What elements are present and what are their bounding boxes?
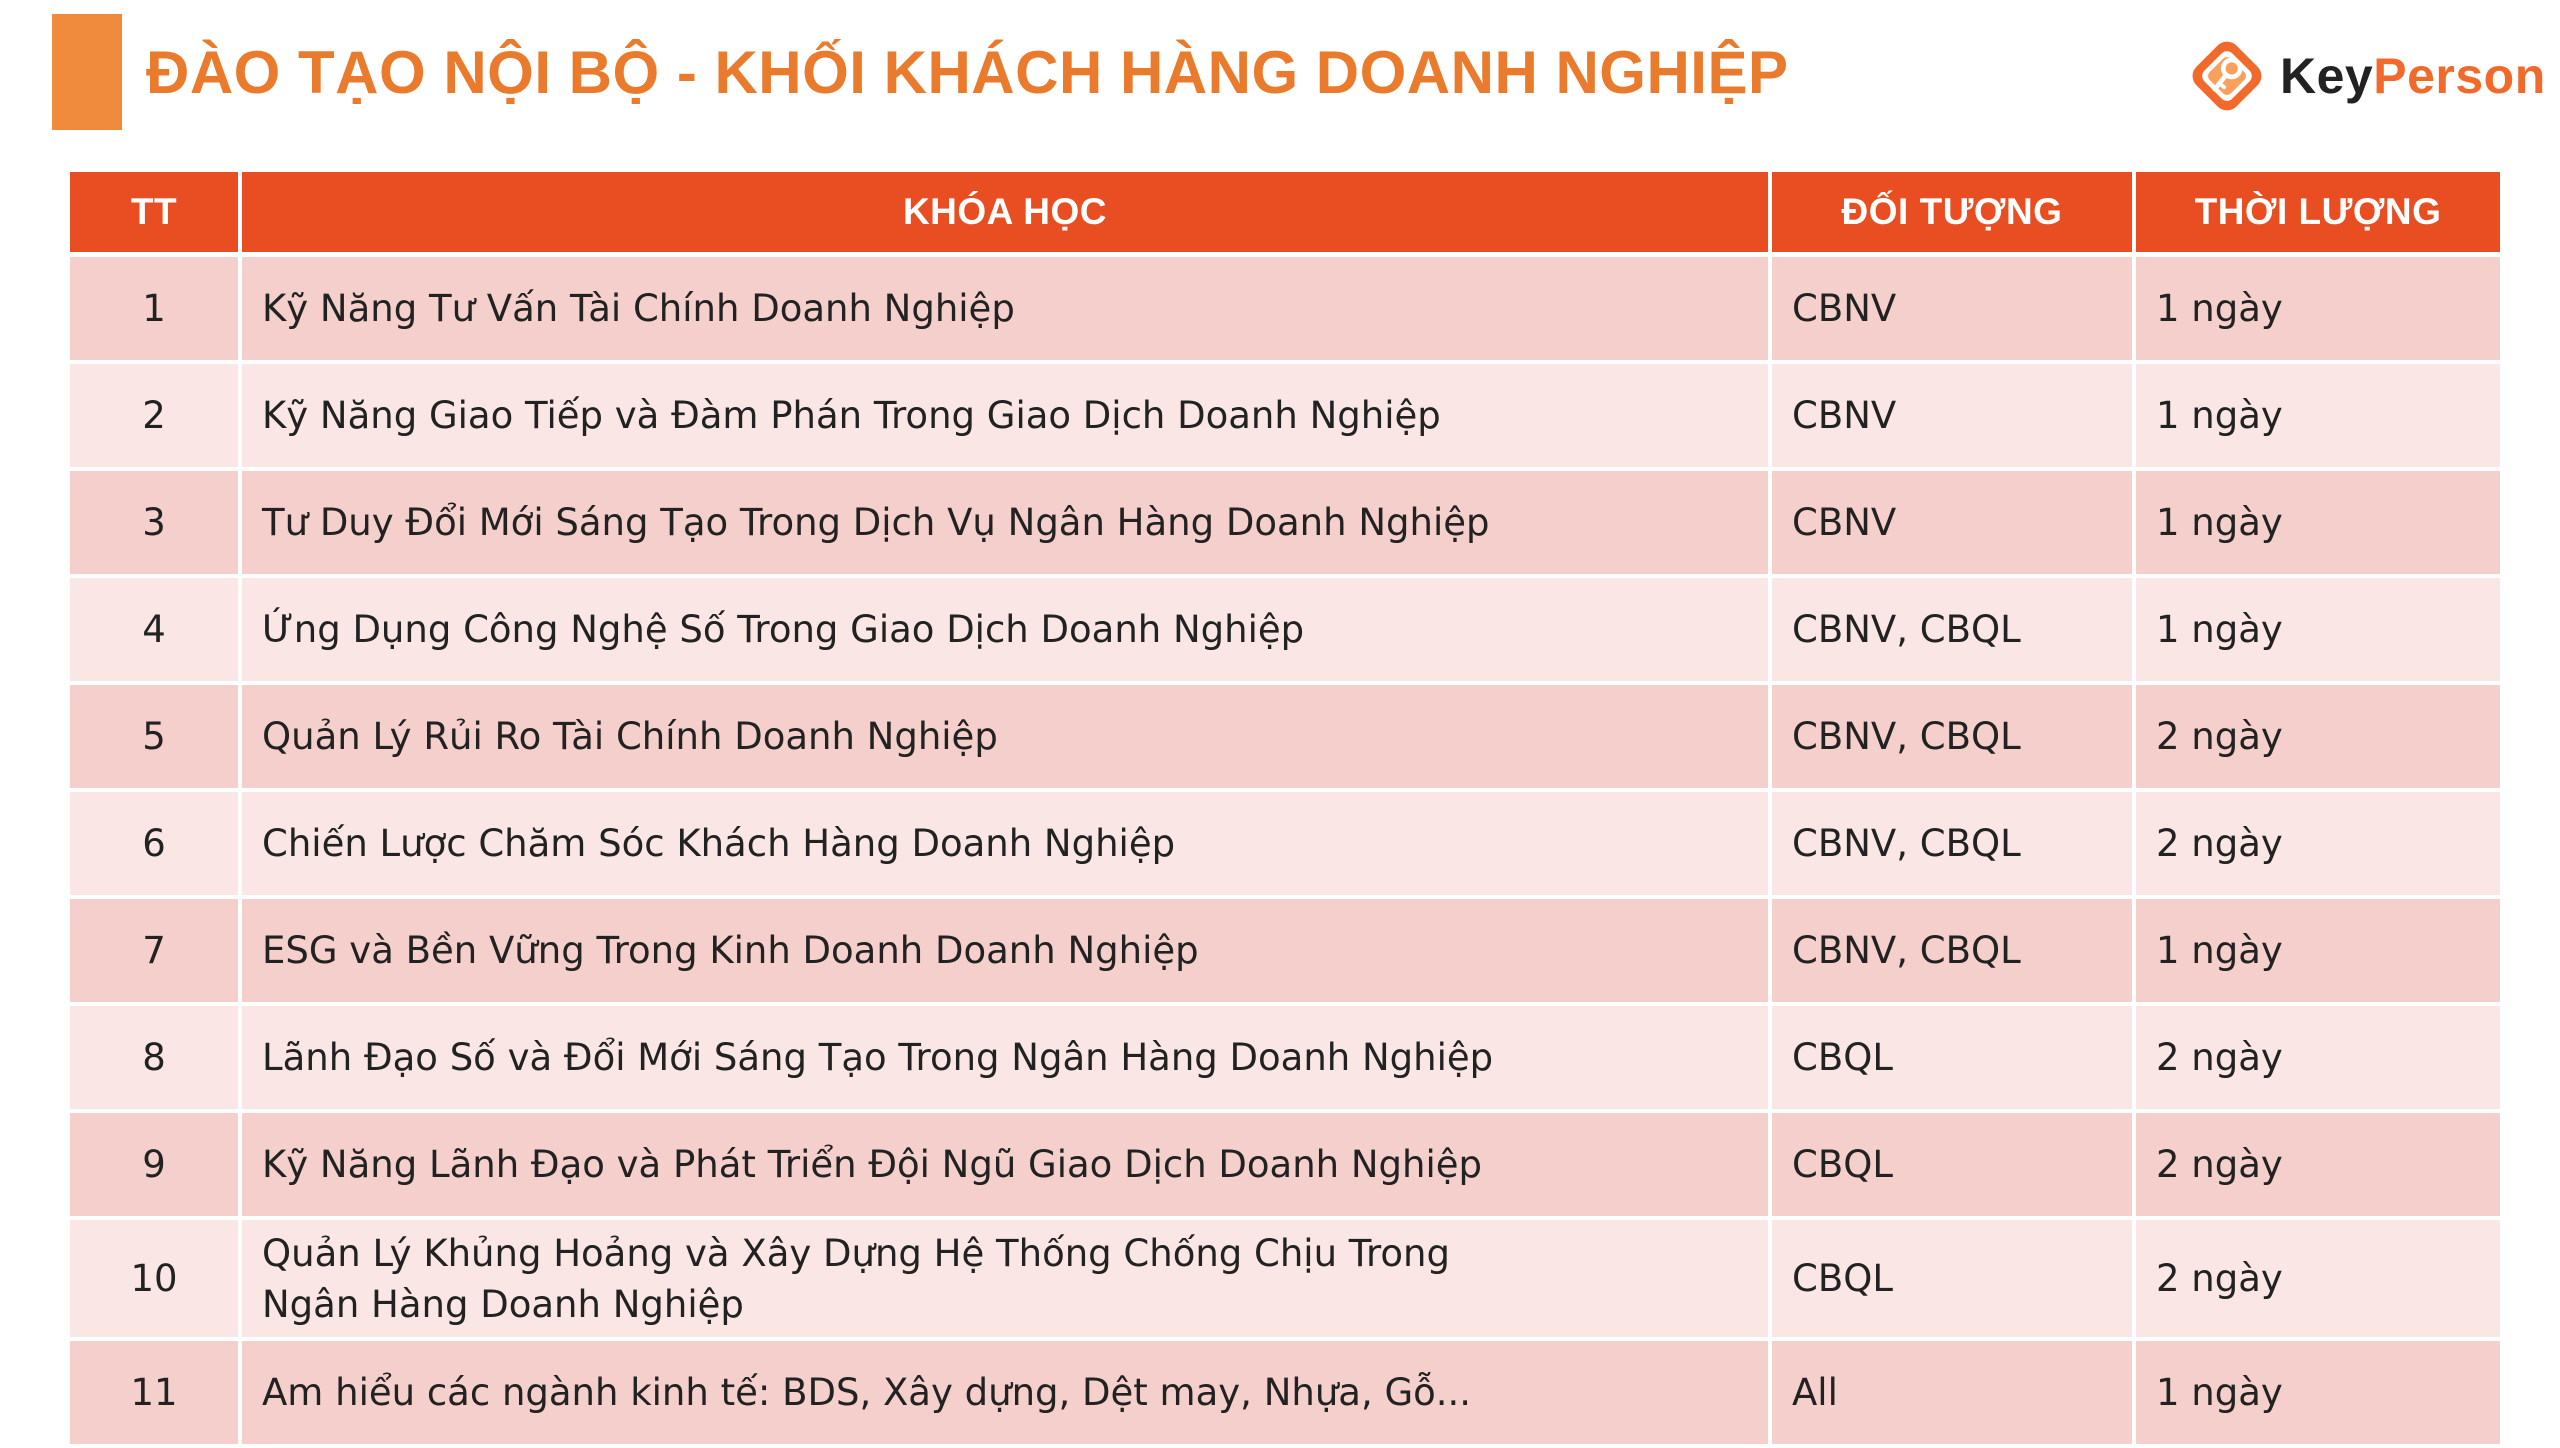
table-row [70, 683, 2500, 790]
duration: 2 ngày [2134, 683, 2500, 790]
row-number: 3 [70, 469, 240, 576]
row-number: 11 [70, 1339, 240, 1446]
target-audience: CBNV, CBQL [1770, 897, 2134, 1004]
target-audience: CBNV, CBQL [1770, 790, 2134, 897]
table-row [70, 897, 2500, 1004]
target-audience: CBNV, CBQL [1770, 683, 2134, 790]
target-audience: CBNV [1770, 362, 2134, 469]
duration: 2 ngày [2134, 790, 2500, 897]
duration: 1 ngày [2134, 469, 2500, 576]
target-audience: CBNV [1770, 255, 2134, 363]
table-row [70, 576, 2500, 683]
duration: 1 ngày [2134, 576, 2500, 683]
table-row [70, 362, 2500, 469]
course-name: Quản Lý Rủi Ro Tài Chính Doanh Nghiệp [240, 683, 1770, 790]
row-number: 4 [70, 576, 240, 683]
table-row [70, 1218, 2500, 1339]
course-name: ESG và Bền Vững Trong Kinh Doanh Doanh Nghiệp [240, 897, 1770, 1004]
row-number: 1 [70, 255, 240, 363]
table-header-row [70, 172, 2500, 255]
course-name: Tư Duy Đổi Mới Sáng Tạo Trong Dịch Vụ Ngân Hàng Doanh Nghiệp [240, 469, 1770, 576]
duration: 1 ngày [2134, 1339, 2500, 1446]
course-name: Kỹ Năng Tư Vấn Tài Chính Doanh Nghiệp [240, 255, 1770, 363]
table-row [70, 1004, 2500, 1111]
logo-word-key: Key [2280, 48, 2374, 104]
target-audience: CBNV, CBQL [1770, 576, 2134, 683]
table-row [70, 469, 2500, 576]
duration: 1 ngày [2134, 255, 2500, 363]
row-number: 6 [70, 790, 240, 897]
course-name: Kỹ Năng Giao Tiếp và Đàm Phán Trong Giao Dịch Doanh Nghiệp [240, 362, 1770, 469]
table-row [70, 1111, 2500, 1218]
column-header-course: KHÓA HỌC [240, 172, 1770, 255]
row-number: 5 [70, 683, 240, 790]
row-number: 9 [70, 1111, 240, 1218]
row-number: 2 [70, 362, 240, 469]
column-header-target: ĐỐI TƯỢNG [1770, 172, 2134, 255]
duration: 2 ngày [2134, 1111, 2500, 1218]
target-audience: CBQL [1770, 1111, 2134, 1218]
course-name: Lãnh Đạo Số và Đổi Mới Sáng Tạo Trong Ngân Hàng Doanh Nghiệp [240, 1004, 1770, 1111]
course-table [70, 172, 2500, 1448]
target-audience: CBQL [1770, 1218, 2134, 1339]
logo-wordmark [2280, 47, 2546, 105]
course-name: Kỹ Năng Lãnh Đạo và Phát Triển Đội Ngũ Giao Dịch Doanh Nghiệp [240, 1111, 1770, 1218]
key-logo-icon [2180, 29, 2274, 123]
logo-word-person: Person [2373, 48, 2546, 104]
course-name: Am hiểu các ngành kinh tế: BDS, Xây dựng, Dệt may, Nhựa, Gỗ... [240, 1339, 1770, 1446]
target-audience: All [1770, 1339, 2134, 1446]
target-audience: CBQL [1770, 1004, 2134, 1111]
course-name: Ứng Dụng Công Nghệ Số Trong Giao Dịch Doanh Nghiệp [240, 576, 1770, 683]
table-row [70, 255, 2500, 363]
column-header-duration: THỜI LƯỢNG [2134, 172, 2500, 255]
row-number: 10 [70, 1218, 240, 1339]
duration: 1 ngày [2134, 897, 2500, 1004]
page-title: ĐÀO TẠO NỘI BỘ - KHỐI KHÁCH HÀNG DOANH NGHIỆP [146, 39, 1789, 106]
row-number: 8 [70, 1004, 240, 1111]
duration: 2 ngày [2134, 1004, 2500, 1111]
keyperson-logo [2180, 26, 2546, 126]
title-accent-bar [52, 14, 122, 130]
duration: 2 ngày [2134, 1218, 2500, 1339]
target-audience: CBNV [1770, 469, 2134, 576]
table-row [70, 1339, 2500, 1446]
table-row [70, 790, 2500, 897]
row-number: 7 [70, 897, 240, 1004]
column-header-tt: TT [70, 172, 240, 255]
course-name: Quản Lý Khủng Hoảng và Xây Dựng Hệ Thống Chống Chịu Trong Ngân Hàng Doanh Nghiệp [240, 1218, 1770, 1339]
course-name: Chiến Lược Chăm Sóc Khách Hàng Doanh Nghiệp [240, 790, 1770, 897]
duration: 1 ngày [2134, 362, 2500, 469]
